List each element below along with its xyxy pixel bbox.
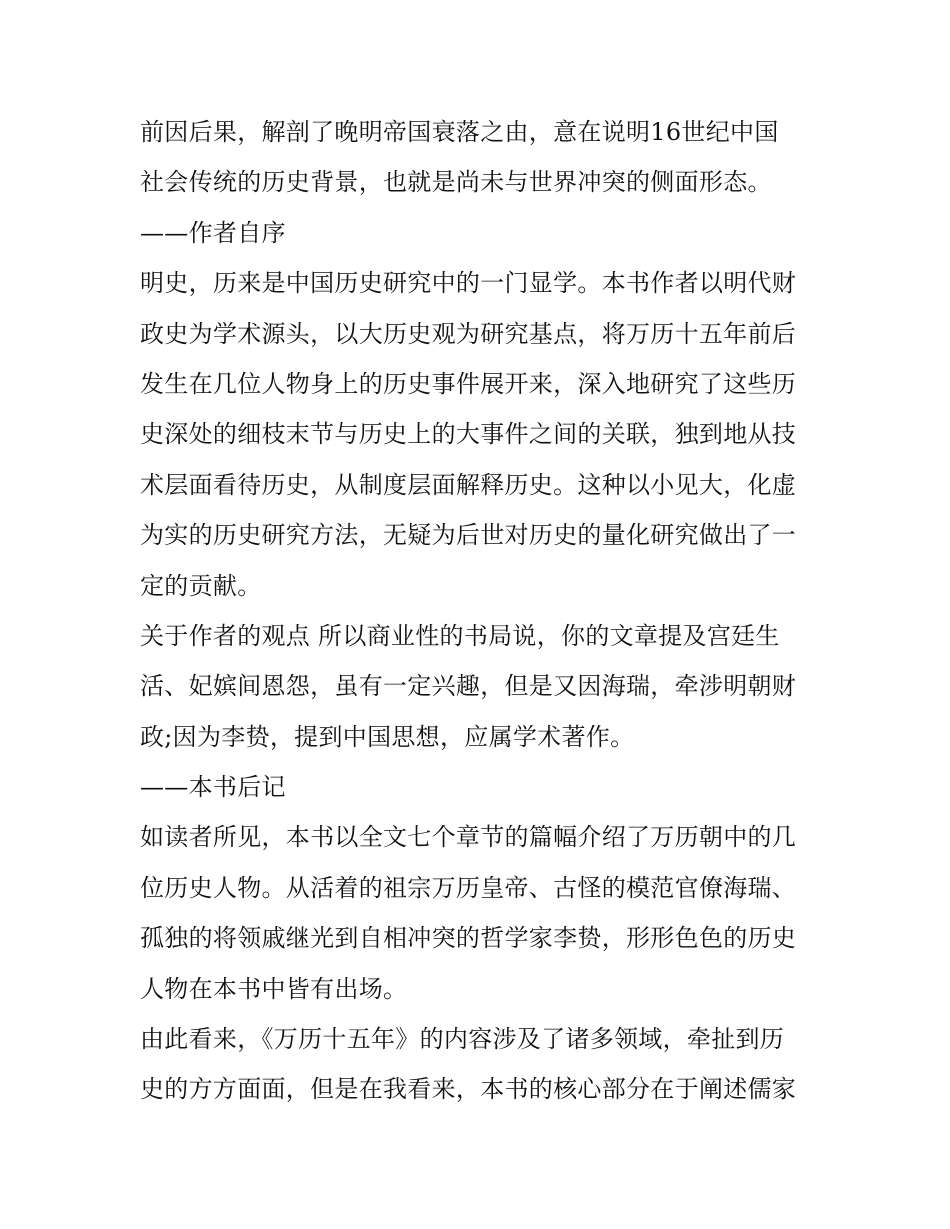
text-line: 术层面看待历史，从制度层面解释历史。这种以小见大，化虚 [140,470,797,499]
text-line: 人物在本书中皆有出场。 [140,974,408,1003]
text-line: 关于作者的观点 所以商业性的书局说，你的文章提及宫廷生 [140,621,780,650]
text-line: 位历史人物。从活着的祖宗万历皇帝、古怪的模范官僚海瑞、 [140,873,797,902]
text-line: 孤独的将领戚继光到自相冲突的哲学家李贽，形形色色的历史 [140,924,797,953]
text-line: 社会传统的历史背景，也就是尚未与世界冲突的侧面形态。 [140,168,772,197]
text-line: 政;因为李贽，提到中国思想，应属学术著作。 [140,722,635,751]
text-line: 史的方方面面，但是在我看来，本书的核心部分在于阐述儒家 [140,1075,797,1104]
text-line: 史深处的细枝末节与历史上的大事件之间的关联，独到地从技 [140,420,797,449]
text-line: 明史，历来是中国历史研究中的一门显学。本书作者以明代财 [140,269,797,298]
text-line: 定的贡献。 [140,571,262,600]
text-line: 由此看来，《万历十五年》的内容涉及了诸多领域，牵扯到历 [140,1025,785,1054]
text-line: 政史为学术源头，以大历史观为研究基点，将万历十五年前后 [140,319,797,348]
document-body [140,107,830,1115]
text-line: 如读者所见，本书以全文七个章节的篇幅介绍了万历朝中的几 [140,823,797,852]
attribution-author-preface: ——作者自序 [140,218,286,247]
text-line: 前因后果，解剖了晚明帝国衰落之由，意在说明16世纪中国 [140,118,779,146]
attribution-afterword: ——本书后记 [140,773,286,802]
text-line: 活、妃嫔间恩怨，虽有一定兴趣，但是又因海瑞，牵涉明朝财 [140,672,797,701]
text-line: 发生在几位人物身上的历史事件展开来，深入地研究了这些历 [140,369,797,398]
text-line: 为实的历史研究方法，无疑为后世对历史的量化研究做出了一 [140,521,797,550]
